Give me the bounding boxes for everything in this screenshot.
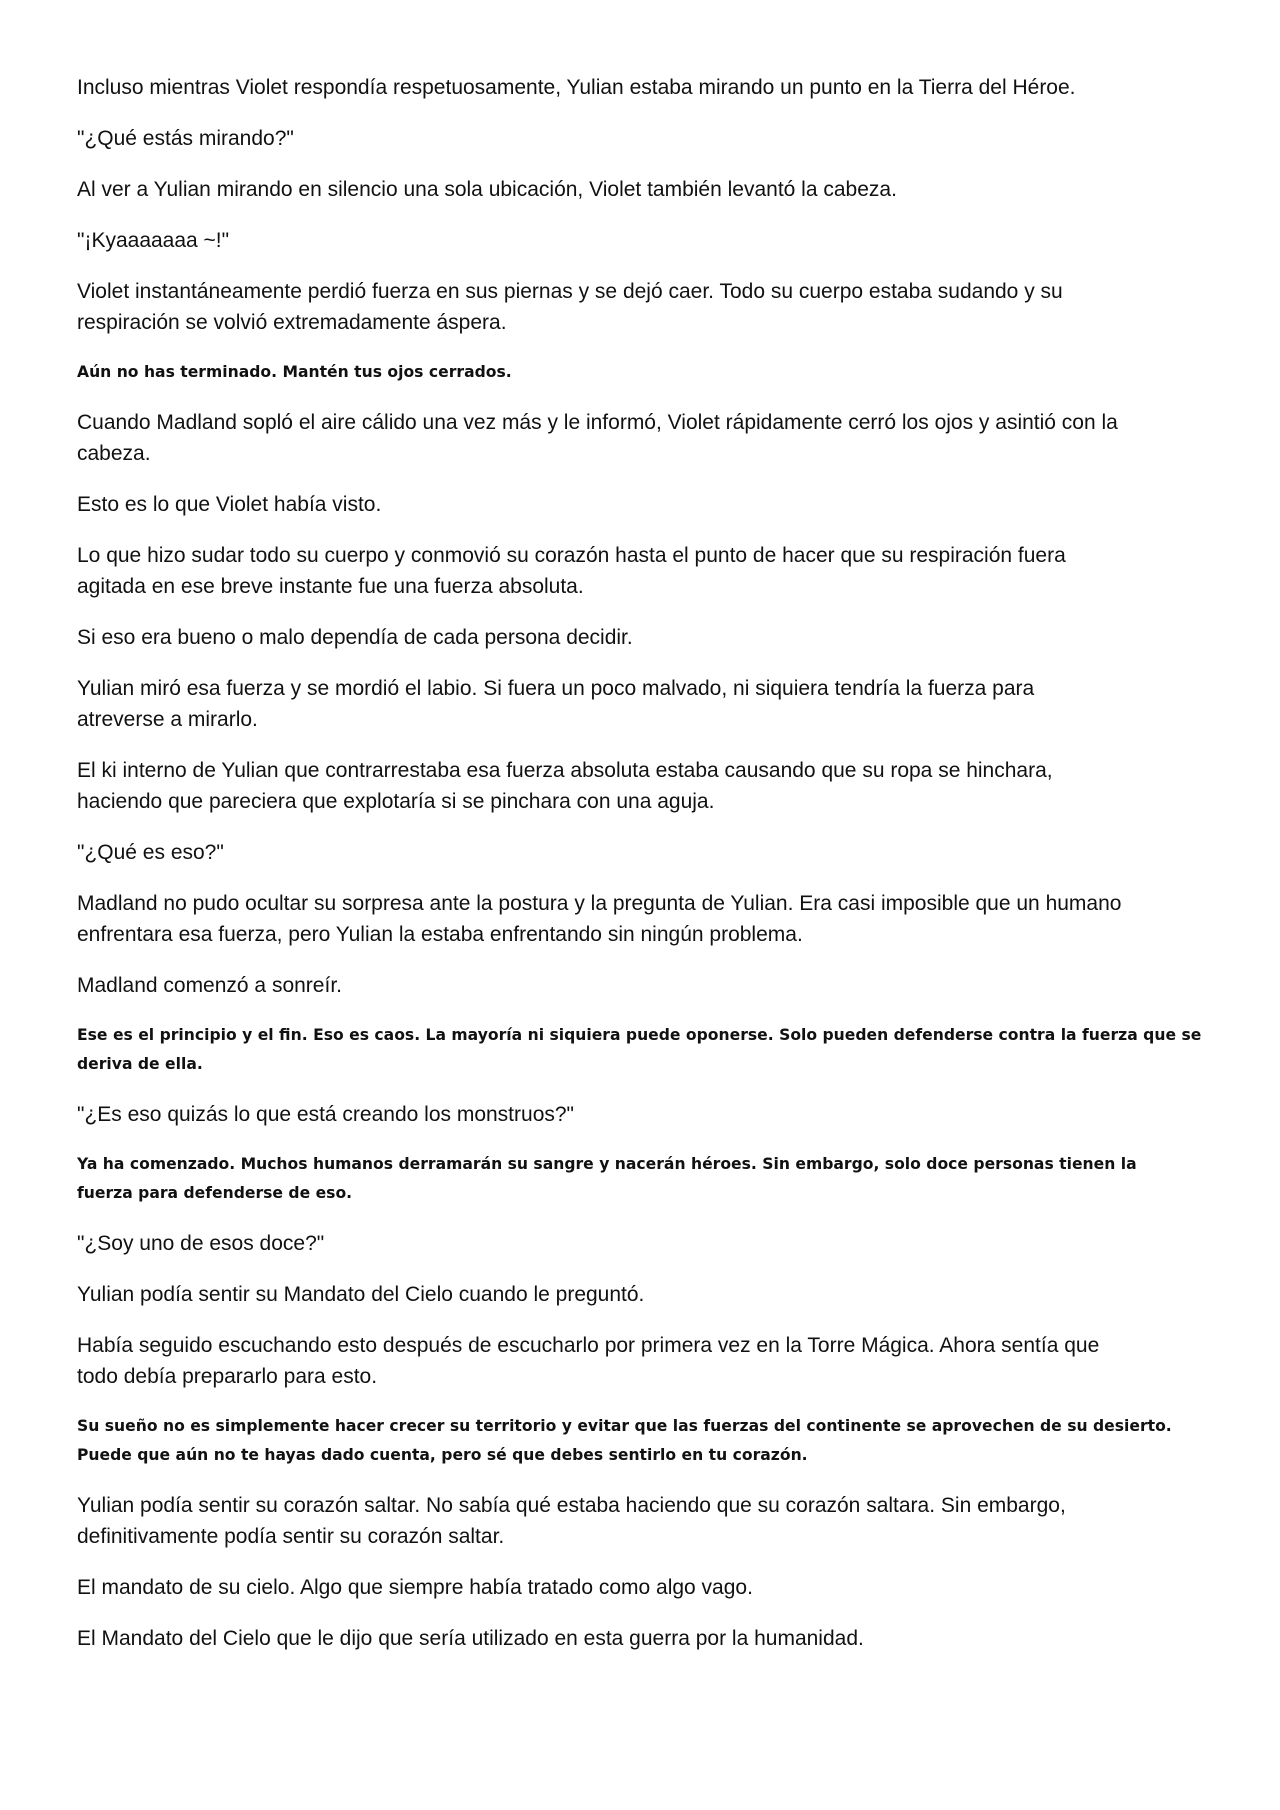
narrative-paragraph: Lo que hizo sudar todo su cuerpo y conmovió su corazón hasta el punto de hacer que su respiración fuera agitada en ese breve instante fue una fuerza absoluta. xyxy=(77,544,1066,598)
narrative-paragraph: Madland comenzó a sonreír. xyxy=(77,974,342,997)
narrative-paragraph: El mandato de su cielo. Algo que siempre había tratado como algo vago. xyxy=(77,1576,753,1599)
narrative-paragraph: Había seguido escuchando esto después de escucharlo por primera vez en la Torre Mágica. Ahora sentía que todo debía prepararlo para esto. xyxy=(77,1334,1100,1388)
narrative-paragraph: "¿Soy uno de esos doce?" xyxy=(77,1232,325,1255)
narrative-paragraph: Yulian miró esa fuerza y se mordió el labio. Si fuera un poco malvado, ni siquiera tendría la fuerza para atreverse a mirarlo. xyxy=(77,677,1035,731)
narrative-paragraph: "¡Kyaaaaaaa ~!" xyxy=(77,229,230,252)
bold-dialogue-paragraph: Ese es el principio y el fin. Eso es caos. La mayoría ni siquiera puede oponerse. Solo pueden defenderse contra la fuerza que se deriva de ella. xyxy=(77,1026,1202,1073)
narrative-paragraph: Si eso era bueno o malo dependía de cada persona decidir. xyxy=(77,626,633,649)
narrative-paragraph: Madland no pudo ocultar su sorpresa ante la postura y la pregunta de Yulian. Era casi imposible que un humano enfrentara esa fuerza, pero Yulian la estaba enfrentando sin ningún problema. xyxy=(77,892,1122,946)
narrative-paragraph: Incluso mientras Violet respondía respetuosamente, Yulian estaba mirando un punto en la Tierra del Héroe. xyxy=(77,76,1076,99)
narrative-paragraph: El Mandato del Cielo que le dijo que sería utilizado en esta guerra por la humanidad. xyxy=(77,1627,864,1650)
bold-dialogue-paragraph: Su sueño no es simplemente hacer crecer su territorio y evitar que las fuerzas del continente se aprovechen de su desierto. Puede que aún no te hayas dado cuenta, pero sé que debes sentirlo en tu corazón. xyxy=(77,1417,1172,1464)
narrative-paragraph: Al ver a Yulian mirando en silencio una sola ubicación, Violet también levantó la cabeza. xyxy=(77,178,897,201)
narrative-paragraph: Yulian podía sentir su Mandato del Cielo cuando le preguntó. xyxy=(77,1283,645,1306)
narrative-paragraph: Violet instantáneamente perdió fuerza en sus piernas y se dejó caer. Todo su cuerpo estaba sudando y su respiración se volvió extremadamente áspera. xyxy=(77,280,1063,334)
narrative-paragraph: El ki interno de Yulian que contrarrestaba esa fuerza absoluta estaba causando que su ropa se hinchara, haciendo que pareciera que explotaría si se pinchara con una aguja. xyxy=(77,759,1053,813)
narrative-paragraph: "¿Es eso quizás lo que está creando los monstruos?" xyxy=(77,1103,575,1126)
document-page xyxy=(77,72,1217,1654)
narrative-paragraph: Esto es lo que Violet había visto. xyxy=(77,493,382,516)
narrative-paragraph: Yulian podía sentir su corazón saltar. No sabía qué estaba haciendo que su corazón saltara. Sin embargo, definitivamente podía sentir su corazón saltar. xyxy=(77,1494,1066,1548)
narrative-paragraph: "¿Qué estás mirando?" xyxy=(77,127,294,150)
bold-dialogue-paragraph: Ya ha comenzado. Muchos humanos derramarán su sangre y nacerán héroes. Sin embargo, solo doce personas tienen la fuerza para defenderse de eso. xyxy=(77,1155,1137,1202)
narrative-paragraph: Cuando Madland sopló el aire cálido una vez más y le informó, Violet rápidamente cerró los ojos y asintió con la cabeza. xyxy=(77,411,1118,465)
bold-dialogue-paragraph: Aún no has terminado. Mantén tus ojos cerrados. xyxy=(77,363,512,381)
narrative-paragraph: "¿Qué es eso?" xyxy=(77,841,224,864)
